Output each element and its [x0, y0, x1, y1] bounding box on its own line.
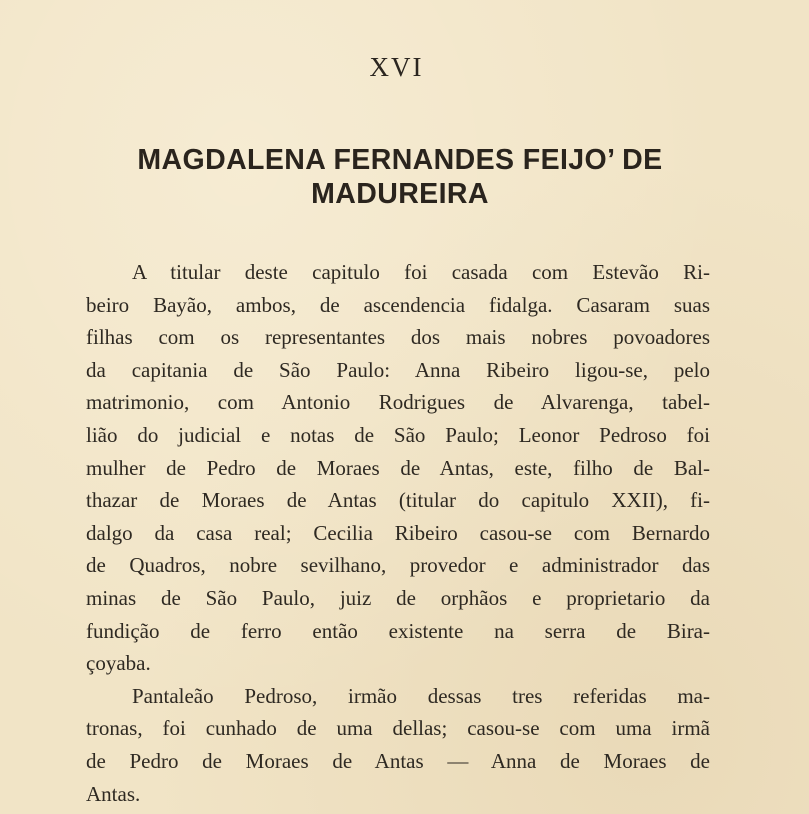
text-line: filhas com os representantes dos mais nobres povoadores: [86, 325, 710, 350]
text-line: tronas, foi cunhado de uma dellas; casou-se com uma irmã: [86, 716, 710, 741]
text-line: dalgo da casa real; Cecilia Ribeiro casou-se com Bernardo: [86, 520, 710, 545]
text-line: matrimonio, com Antonio Rodrigues de Alvarenga, tabel-: [86, 390, 710, 415]
chapter-title-line: MAGDALENA FERNANDES FEIJO’ DE: [137, 144, 663, 176]
text-line: lião do judicial e notas de São Paulo; Leonor Pedroso foi: [86, 422, 710, 447]
chapter-title: [60, 143, 740, 211]
paragraph: [86, 680, 710, 810]
chapter-number: XVI: [369, 52, 424, 82]
text-line: Antas.: [86, 781, 141, 806]
text-line: da capitania de São Paulo: Anna Ribeiro ligou-se, pelo: [86, 357, 710, 382]
text-line: beiro Bayão, ambos, de ascendencia fidalga. Casaram suas: [86, 292, 710, 317]
text-line: Pantaleão Pedroso, irmão dessas tres referidas ma-: [132, 683, 710, 708]
chapter-body: [86, 256, 710, 810]
text-line: minas de São Paulo, juiz de orphãos e proprietario da: [86, 585, 710, 610]
paragraph: [86, 256, 710, 680]
text-line: fundição de ferro então existente na serra de Bira-: [86, 618, 710, 643]
text-line: de Quadros, nobre sevilhano, provedor e administrador das: [86, 553, 710, 578]
text-line: A titular deste capitulo foi casada com Estevão Ri-: [132, 260, 710, 284]
chapter-title-line: MADUREIRA: [311, 178, 489, 210]
text-line: mulher de Pedro de Moraes de Antas, este, filho de Bal-: [86, 455, 710, 480]
text-line: thazar de Moraes de Antas (titular do capitulo XXII), fi-: [86, 488, 710, 513]
text-line: çoyaba.: [86, 651, 151, 676]
text-line: de Pedro de Moraes de Antas — Anna de Moraes de: [86, 748, 710, 773]
